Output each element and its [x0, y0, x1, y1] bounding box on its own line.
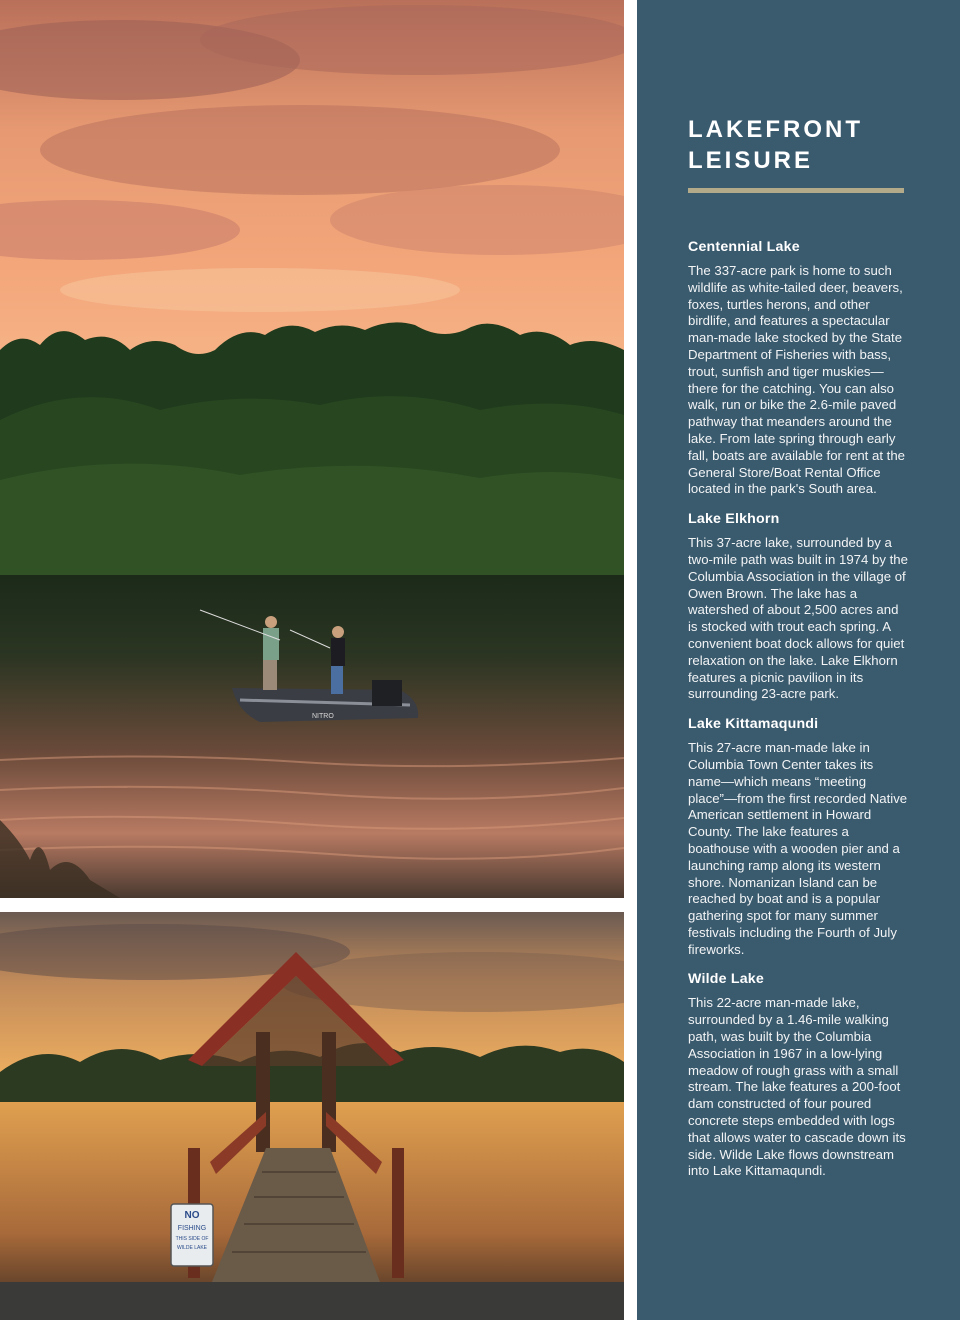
- section-centennial-lake: [688, 238, 908, 498]
- title-divider: [688, 188, 904, 193]
- no-fishing-sign: [171, 1204, 213, 1266]
- section-lake-kittamaqundi: [688, 715, 908, 958]
- section-wilde-lake: [688, 970, 908, 1180]
- sign-line-lake: WILDE LAKE: [176, 1245, 208, 1251]
- sign-line-side: THIS SIDE OF: [175, 1236, 209, 1242]
- sidebar-panel: [637, 0, 960, 1320]
- photo-sunset-fishing-boat: [0, 0, 624, 898]
- section-heading: Wilde Lake: [688, 971, 764, 988]
- sign-line-no: NO: [184, 1210, 200, 1221]
- page-title: [688, 114, 908, 176]
- section-body: The 337-acre park is home to such wildlife as white-tailed deer, beavers, foxes, turtles herons, and other birdlife, and features a spectacular man-made lake stocked by the State Department of Fisheries with bass, trout, sunfish and tiger muskies—there for the catching. You can also walk, run or bike the 2.6-mile paved pathway that meanders around the lake. From late spring through early fall, boats are available for rent at the General Store/Boat Rental Office located in the park's South area.: [688, 263, 905, 497]
- sign-line-fishing: FISHING: [177, 1225, 207, 1232]
- page-title-line2: LEISURE: [688, 147, 814, 174]
- section-body: This 27-acre man-made lake in Columbia Town Center takes its name—which means “meeting place”—from the first recorded Native American settlement in Howard County. The lake features a boathouse with a wooden pier and a launching ramp along its western shore. Nomanizan Island can be reached by boat and is a popular gathering spot for many summer festivals including the Fourth of July fireworks.: [688, 740, 908, 957]
- section-heading: Lake Elkhorn: [688, 511, 780, 528]
- section-heading: Lake Kittamaqundi: [688, 716, 819, 733]
- section-body: This 37-acre lake, surrounded by a two-mile path was built in 1974 by the Columbia Association in the village of Owen Brown. The lake has a watershed of about 2,500 acres and is stocked with trout each spring. A convenient boat dock allows for quiet relaxation on the lake. Lake Elkhorn features a picnic pavilion in its surrounding 23-acre park.: [688, 535, 908, 702]
- section-body: This 22-acre man-made lake, surrounded by a 1.46-mile walking path, was built by the Columbia Association in 1967 in a low-lying meadow of rough grass with a small stream. The lake features a 200-foot dam constructed of four poured concrete steps embedded with logs that allows water to cascade down its side. Wilde Lake flows downstream into Lake Kittamaqundi.: [688, 995, 906, 1179]
- pier-sunset-illustration: [0, 912, 624, 1320]
- page-title-line1: LAKEFRONT: [688, 116, 863, 143]
- section-heading: Centennial Lake: [688, 239, 800, 255]
- boat-brand-label: NITRO: [312, 713, 334, 720]
- sunset-lake-illustration: [0, 0, 624, 898]
- section-lake-elkhorn: [688, 510, 908, 703]
- sidebar-content: [688, 114, 908, 1180]
- photo-pier-pavilion: [0, 912, 624, 1320]
